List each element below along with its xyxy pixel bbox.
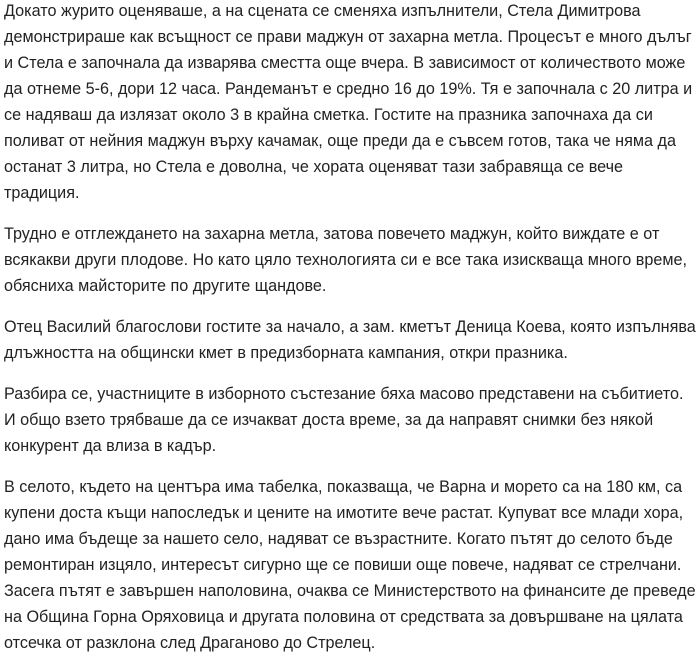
article-paragraph-1: Докато журито оценяваше, а на сцената се сменяха изпълнители, Стела Димитрова демонстрираше как всъщност се прави маджун от захарна метла. Процесът е много дълъг и Стела е започнала да изварява сместта още вчера. В зависимост от количеството може да отнеме 5-6, дори 12 часа. Рандеманът е средно 16 до 19%. Тя е започнала с 20 литра и се надяваш да излязат около 3 в крайна сметка. Гостите на празника започнаха да си поливат от нейния маджун върху качамак, още преди да е съвсем готов, така че няма да останат 3 литра, но Стела е доволна, че хората оценяват тази забравяща се вече традиция. <box>4 2 693 202</box>
article-paragraph-4: Разбира се, участниците в изборното състезание бяха масово представени на събитието. И общо взето трябваше да се изчакват доста време, за да направят снимки без някой конкурент да влиза в кадър. <box>4 385 684 455</box>
article-paragraph-2: Трудно е отглеждането на захарна метла, затова повечето маджун, който виждате е от всякакви други плодове. Но като цяло технологията си е все така изискваща много време, обясниха майсторите по другите щандове. <box>4 225 688 295</box>
article-paragraph-3: Отец Василий благослови гостите за начало, а зам. кметът Деница Коева, която изпълнява длъжността на общински кмет в предизборната кампания, откри празника. <box>4 318 696 362</box>
article-paragraph-5: В селото, където на центъра има табелка, показваща, че Варна и морето са на 180 км, са купени доста къщи напоследък и цените на имотите вече растат. Купуват все млади хора, дано има бъдеще за нашето село, надяват се възрастните. Когато пътят до селото бъде ремонтиран изцяло, интересът сигурно ще се повиши още повече, надяват се стрелчани. Засега пътят е завършен наполовина, очаква се Министерството на финансите де преведе на Община Горна Оряховица и другата половина от средствата за довършване на цялата отсечка от разклона след Драганово до Стрелец. <box>4 478 696 652</box>
